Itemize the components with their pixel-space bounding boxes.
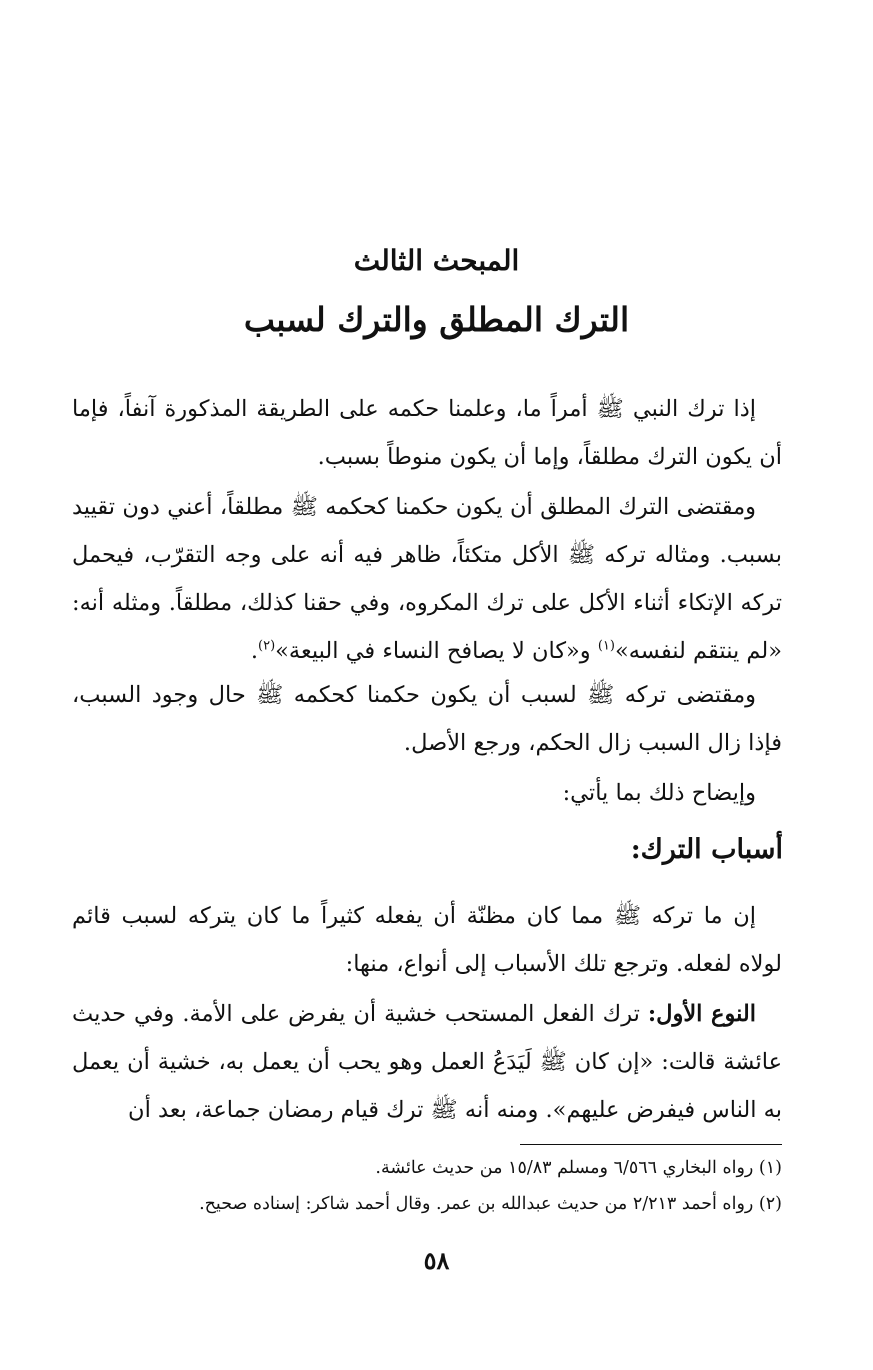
paragraph-6-lead: النوع الأول:: [647, 1001, 756, 1027]
paragraph-1-text: إذا ترك النبي ﷺ أمراً ما، وعلمنا حكمه على الطريقة المذكورة آنفاً، فإما أن يكون الترك مطلقاً، وإما أن يكون منوطاً بسبب.: [72, 396, 782, 470]
paragraph-2-main: ومقتضى الترك المطلق أن يكون حكمنا كحكمه ﷺ مطلقاً، أعني دون تقييد بسبب. ومثاله تركه ﷺ الأكل متكئاً، ظاهر فيه أنه على وجه التقرّب، فيحمل تركه الإتكاء أثناء الأكل على ترك المكروه، وفي حقنا كذلك، مطلقاً. ومثله أنه: «لم ينتقم لنفسه»: [72, 494, 782, 664]
paragraph-5: [72, 892, 782, 988]
section-title: الترك المطلق والترك لسبب: [243, 300, 630, 339]
paragraph-1: [72, 385, 782, 481]
subheading-reasons: أسباب الترك:: [630, 834, 783, 865]
paragraph-3: [72, 671, 782, 767]
paragraph-6-text: [72, 990, 782, 1134]
paragraph-5-text: إن ما تركه ﷺ مما كان مظنّة أن يفعله كثيراً ما كان يتركه لسبب قائم لولاه لفعله. وترجع تلك الأسباب إلى أنواع، منها:: [72, 903, 782, 977]
section-label: المبحث الثالث: [353, 244, 520, 277]
paragraph-2: [72, 483, 782, 675]
page-number: ٥٨: [423, 1246, 450, 1275]
footnotes: [72, 1150, 782, 1222]
paragraph-2-mid: و«كان لا يصافح النساء في البيعة»: [275, 638, 598, 664]
paragraph-4: [72, 769, 782, 817]
paragraph-6-body: ترك الفعل المستحب خشية أن يفرض على الأمة. وفي حديث عائشة قالت: «إن كان ﷺ لَيَدَعُ العمل وهو يحب أن يعمل به، خشية أن يعمل به الناس فيفرض عليهم». ومنه أنه ﷺ ترك قيام رمضان جماعة، بعد أن: [72, 1001, 782, 1123]
footnote-ref-2[interactable]: (٢): [258, 638, 276, 654]
paragraph-2-text: [72, 483, 782, 675]
paragraph-4-text: وإيضاح ذلك بما يأتي:: [562, 780, 756, 806]
footnote-2: (٢) رواه أحمد ٢/٢١٣ من حديث عبدالله بن عمر. وقال أحمد شاكر: إسناده صحيح.: [199, 1194, 782, 1214]
footnote-ref-1[interactable]: (١): [597, 638, 615, 654]
paragraph-3-text: ومقتضى تركه ﷺ لسبب أن يكون حكمنا كحكمه ﷺ حال وجود السبب، فإذا زال السبب زال الحكم، ورجع الأصل.: [72, 682, 782, 756]
footnote-divider: [520, 1144, 782, 1145]
paragraph-2-end: .: [250, 638, 259, 664]
paragraph-6: [72, 990, 782, 1134]
footnote-1: (١) رواه البخاري ٦/٥٦٦ ومسلم ١٥/٨٣ من حديث عائشة.: [375, 1158, 782, 1178]
